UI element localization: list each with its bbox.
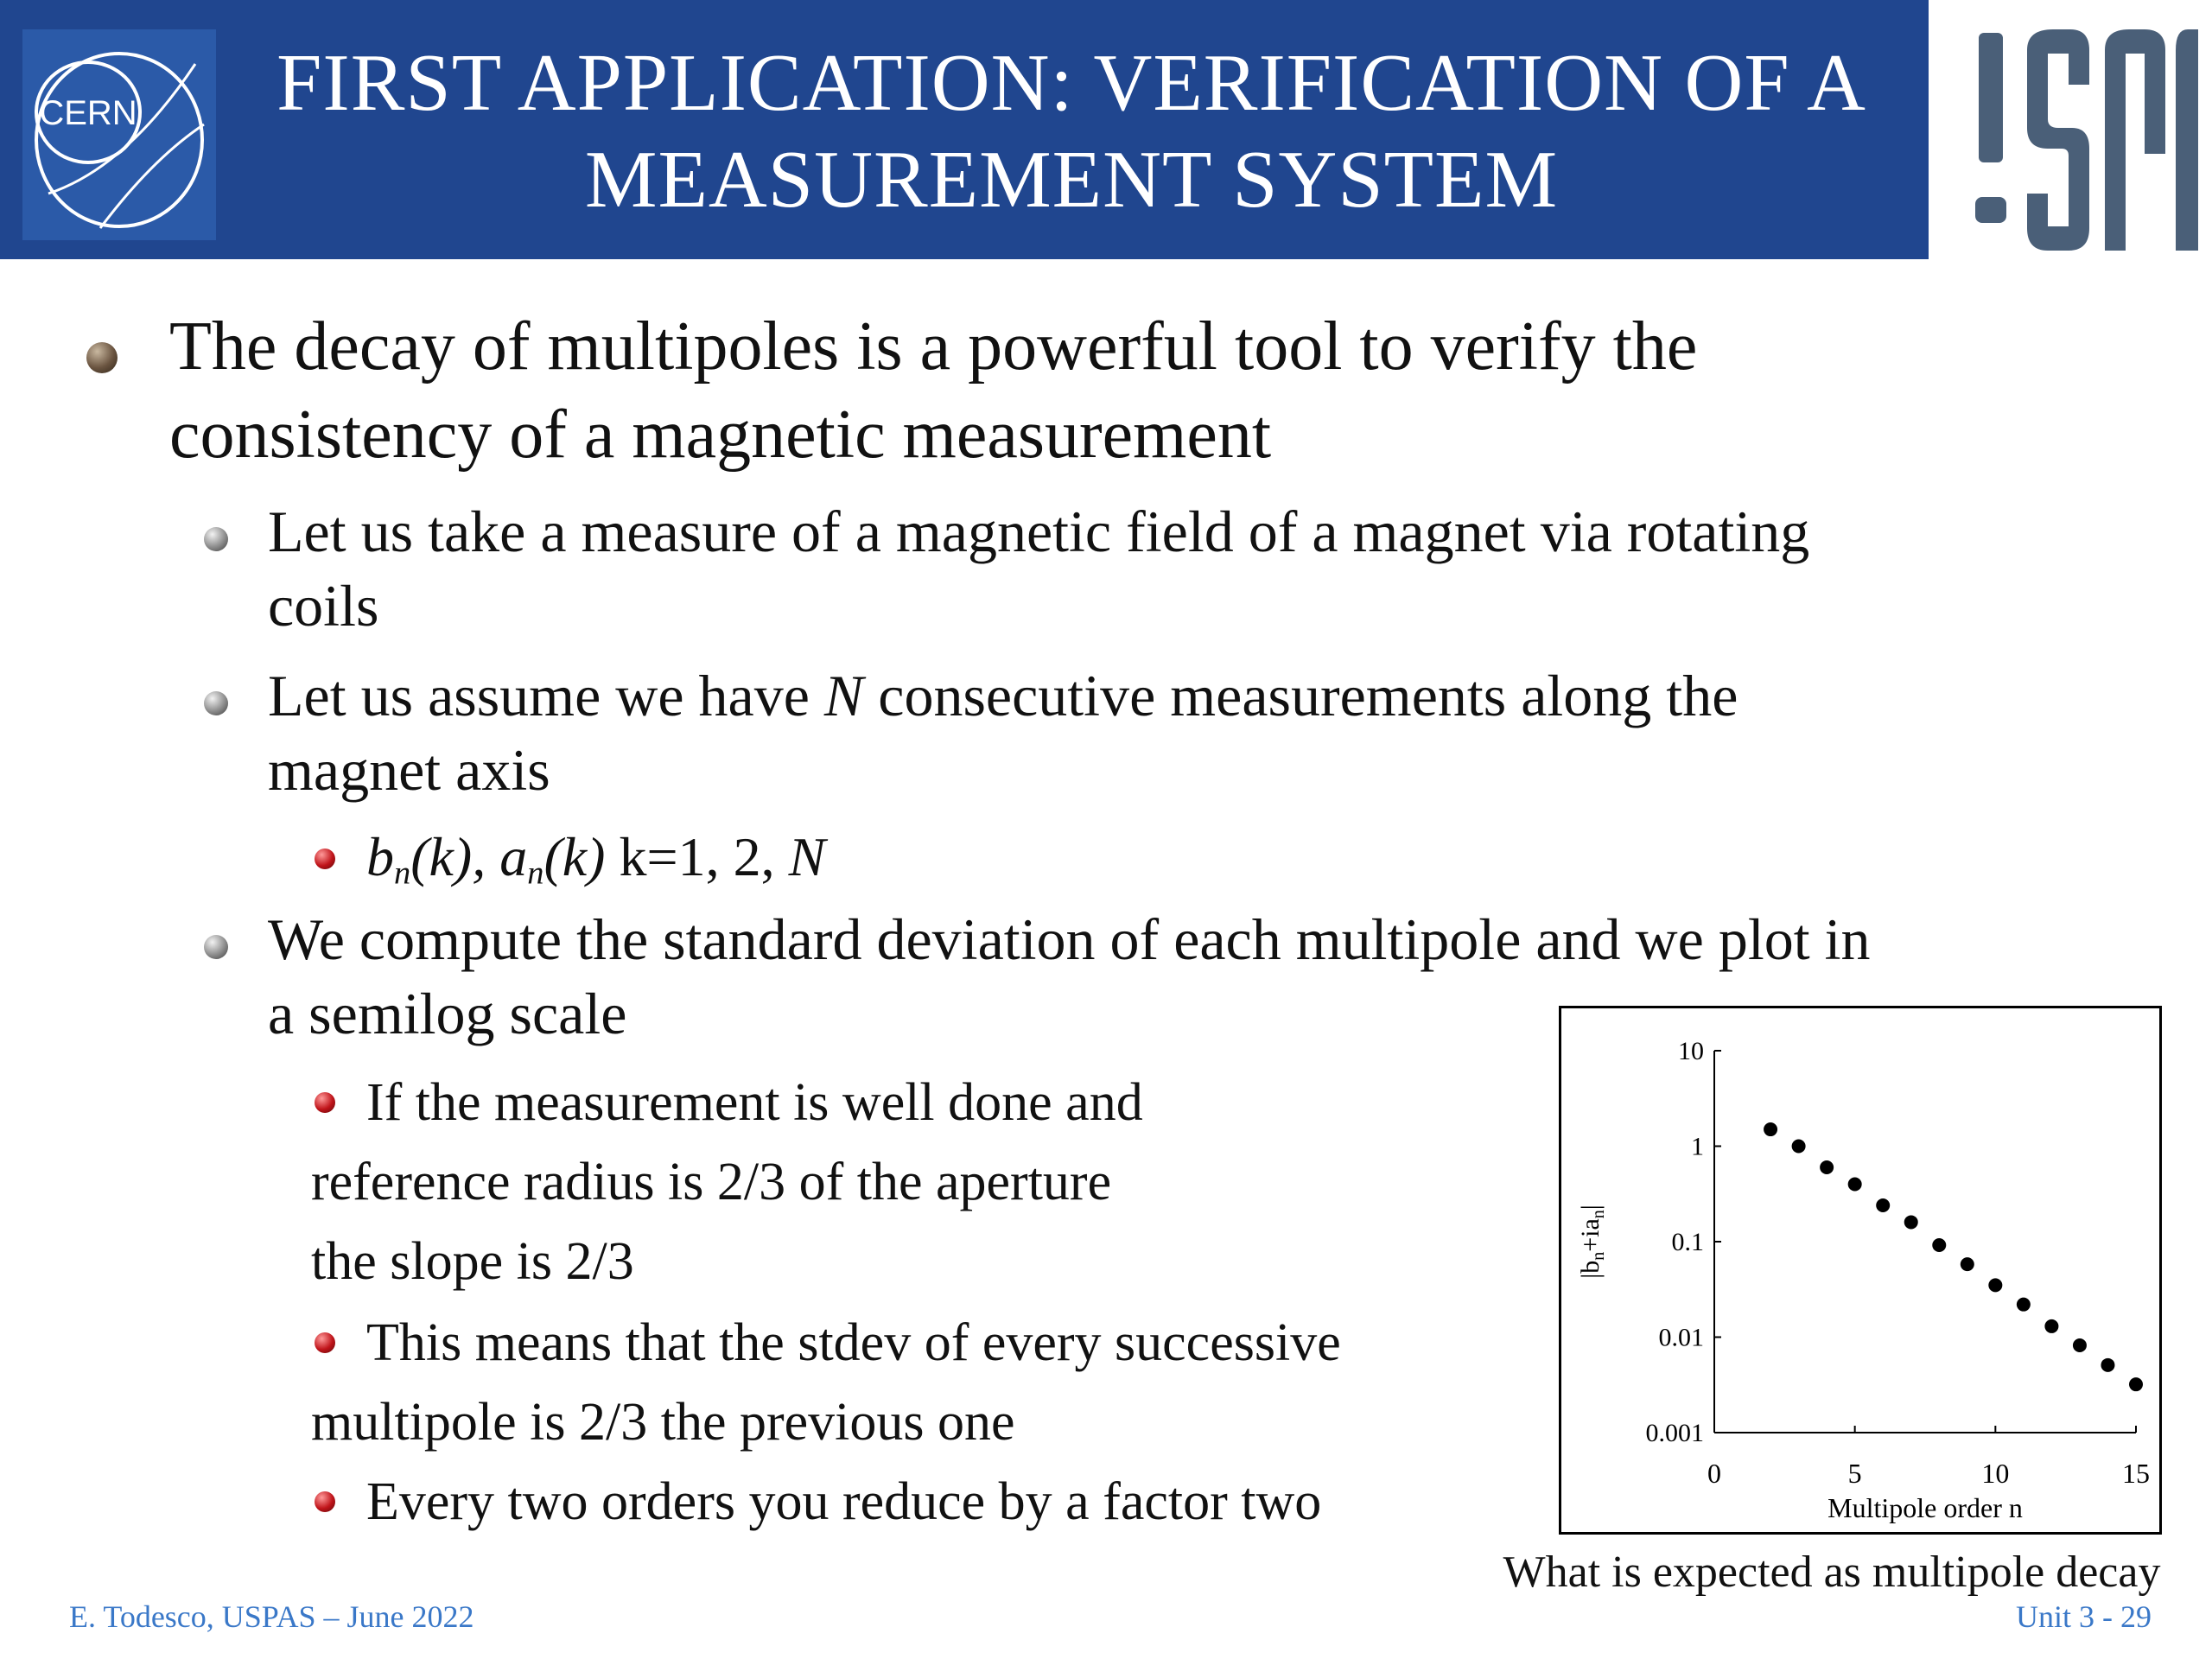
x-tick-label: 0 — [1707, 1458, 1721, 1489]
data-point — [1988, 1278, 2002, 1292]
footer-author: E. Todesco, USPAS – June 2022 — [69, 1599, 474, 1634]
bullet-marker — [204, 527, 228, 551]
data-point — [1932, 1238, 1946, 1252]
data-point — [2101, 1358, 2114, 1372]
y-tick-label: 0.1 — [1671, 1228, 1704, 1256]
y-tick-label: 0.001 — [1645, 1419, 1704, 1447]
formula-range: k=1, 2, — [605, 826, 789, 887]
coefficients-formula — [366, 823, 825, 892]
formula-n-sub: n — [527, 855, 544, 892]
title-line-2: MEASUREMENT SYSTEM — [584, 135, 1559, 225]
bullet-3-text — [268, 658, 1738, 807]
bullet-3-line-2: magnet axis — [268, 737, 550, 803]
data-point — [1961, 1257, 1974, 1271]
bullet-3-post: consecutive measurements along the — [863, 663, 1738, 728]
bullet-3-line-1 — [268, 658, 1738, 733]
cern-logo-text: CERN — [39, 94, 137, 132]
formula-k1: (k), — [410, 826, 500, 887]
x-tick-label: 5 — [1847, 1458, 1862, 1489]
bullet-1-line-2: consistency of a magnetic measurement — [169, 397, 1272, 473]
formula-a: a — [499, 826, 528, 887]
data-point — [1792, 1140, 1806, 1154]
y-tick-label: 10 — [1678, 1037, 1704, 1065]
bullet-1-text — [169, 302, 1697, 479]
data-point — [2017, 1298, 2031, 1312]
sub-bullet-1-text — [311, 1063, 1143, 1301]
data-point — [1876, 1198, 1890, 1212]
variable-n: N — [823, 663, 864, 728]
x-tick-label: 15 — [2122, 1458, 2150, 1489]
sub-bullet-1-line-2: reference radius is 2/3 of the aperture — [311, 1153, 1112, 1211]
bullet-2-text — [268, 494, 1809, 643]
data-point — [2129, 1377, 2143, 1391]
sub-bullet-2-text — [311, 1303, 1341, 1462]
bullet-marker — [315, 849, 335, 869]
bullet-4-line-1: We compute the standard deviation of each multipole and we plot in — [268, 906, 1871, 972]
x-tick-label: 10 — [1981, 1458, 2010, 1489]
bullet-2-line-2: coils — [268, 573, 379, 639]
bullet-marker — [86, 342, 118, 373]
bullet-marker — [204, 935, 228, 959]
formula-k2: (k) — [543, 826, 606, 887]
bullet-marker — [204, 691, 228, 715]
title-line-1: FIRST APPLICATION: VERIFICATION OF A — [276, 38, 1866, 128]
data-point — [2044, 1319, 2058, 1333]
formula-b: b — [366, 826, 394, 887]
sub-bullet-2-line-2: multipole is 2/3 the previous one — [311, 1393, 1015, 1452]
data-point — [1848, 1177, 1862, 1191]
bullet-4-line-2: a semilog scale — [268, 981, 627, 1046]
formula-n-sub: n — [394, 855, 411, 892]
sub-bullet-1-line-1: If the measurement is well done and — [366, 1073, 1143, 1132]
x-axis-label: Multipole order n — [1827, 1492, 2023, 1523]
y-axis-label: $|b_n+ia_n|$ — [1576, 1205, 1608, 1279]
y-tick-label: 0.01 — [1658, 1323, 1704, 1352]
page-title — [225, 35, 1918, 228]
data-point — [1904, 1215, 1918, 1229]
data-point — [1820, 1160, 1834, 1174]
bullet-3-pre: Let us assume we have — [268, 663, 824, 728]
y-tick-label: 1 — [1691, 1132, 1704, 1161]
formula-N: N — [788, 826, 826, 887]
chart-caption: What is expected as multipole decay — [1503, 1548, 2161, 1597]
sub-bullet-2-line-1: This means that the stdev of every successive — [366, 1313, 1341, 1372]
sub-bullet-1-line-3: the slope is 2/3 — [311, 1232, 634, 1291]
cern-logo-graphic — [22, 29, 216, 240]
data-point — [2073, 1338, 2087, 1352]
footer-page-number: Unit 3 - 29 — [2016, 1599, 2152, 1634]
uspas-logo — [1975, 24, 2202, 259]
bullet-2-line-1: Let us take a measure of a magnetic field of a magnet via rotating — [268, 499, 1810, 564]
multipole-decay-chart — [1559, 1006, 2162, 1535]
bullet-marker — [315, 1491, 335, 1512]
data-point — [1764, 1122, 1777, 1136]
bullet-1-line-1: The decay of multipoles is a powerful tool to verify the — [169, 308, 1698, 385]
cern-logo — [22, 29, 216, 240]
sub-bullet-3-text: Every two orders you reduce by a factor two — [366, 1472, 1322, 1531]
